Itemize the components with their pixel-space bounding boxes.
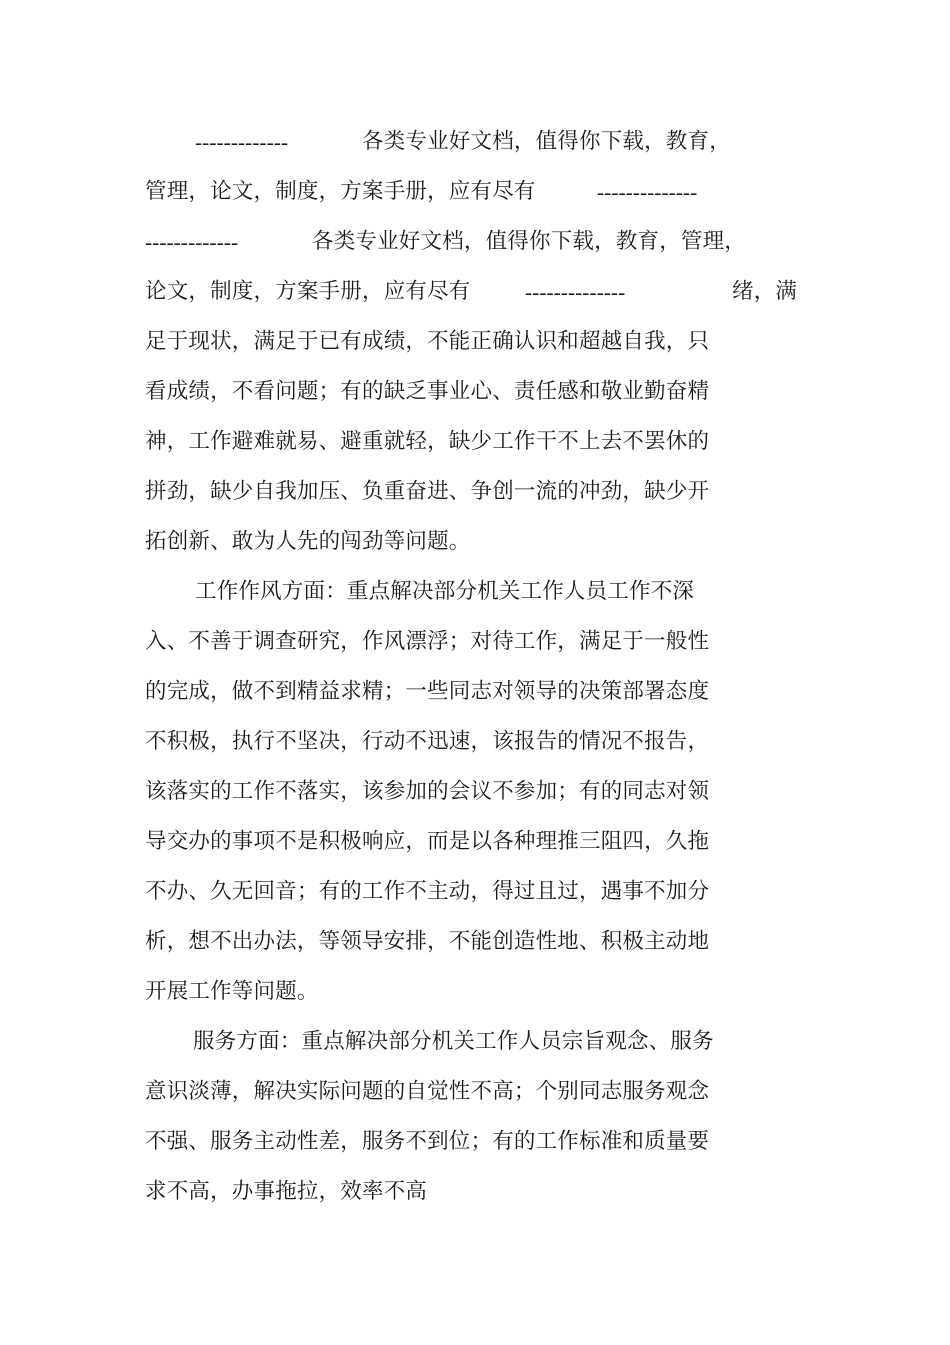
header-text: 管理，论文，制度，方案手册，应有尽有 xyxy=(145,179,536,204)
body-line: 入、不善于调查研究，作风漂浮；对待工作，满足于一般性 xyxy=(145,629,710,654)
body-line: 析，想不出办法，等领导安排，不能创造性地、积极主动地 xyxy=(145,929,710,954)
body-line: 足于现状，满足于已有成绩，不能正确认识和超越自我，只 xyxy=(145,329,710,354)
dash-separator: -------------- xyxy=(525,280,626,304)
header-tail-text: 绪，满 xyxy=(732,279,798,304)
body-line: 拓创新、敢为人先的闯劲等问题。 xyxy=(145,529,471,554)
body-line: 该落实的工作不落实，该参加的会议不参加；有的同志对领 xyxy=(145,779,710,804)
body-line: 看成绩，不看问题；有的缺乏事业心、责任感和敬业勤奋精 xyxy=(145,379,710,404)
body-line: 神，工作避难就易、避重就轻，缺少工作干不上去不罢休的 xyxy=(145,429,710,454)
body-line-indented: 工作作风方面：重点解决部分机关工作人员工作不深 xyxy=(195,579,695,604)
body-line: 求不高，办事拖拉，效率不高 xyxy=(145,1179,428,1204)
header-text: 各类专业好文档，值得你下载，教育，管理， xyxy=(312,229,747,254)
body-line: 不强、服务主动性差，服务不到位；有的工作标准和质量要 xyxy=(145,1129,710,1154)
body-line: 不办、久无回音；有的工作不主动，得过且过，遇事不加分 xyxy=(145,879,710,904)
body-line: 的完成，做不到精益求精；一些同志对领导的决策部署态度 xyxy=(145,679,710,704)
dash-separator: -------------- xyxy=(597,180,698,204)
body-line: 意识淡薄，解决实际问题的自觉性不高；个别同志服务观念 xyxy=(145,1079,710,1104)
body-line: 开展工作等问题。 xyxy=(145,979,319,1004)
header-text: 论文，制度，方案手册，应有尽有 xyxy=(145,279,471,304)
dash-separator: ------------- xyxy=(195,130,289,154)
body-line: 导交办的事项不是积极响应，而是以各种理推三阻四，久拖 xyxy=(145,829,710,854)
header-text: 各类专业好文档，值得你下载，教育， xyxy=(362,129,731,154)
dash-separator: ------------- xyxy=(145,230,239,254)
body-line: 拼劲，缺少自我加压、负重奋进、争创一流的冲劲，缺少开 xyxy=(145,479,710,504)
body-line: 不积极，执行不坚决，行动不迅速，该报告的情况不报告， xyxy=(145,729,710,754)
body-line-indented: 服务方面：重点解决部分机关工作人员宗旨观念、服务 xyxy=(193,1029,714,1054)
